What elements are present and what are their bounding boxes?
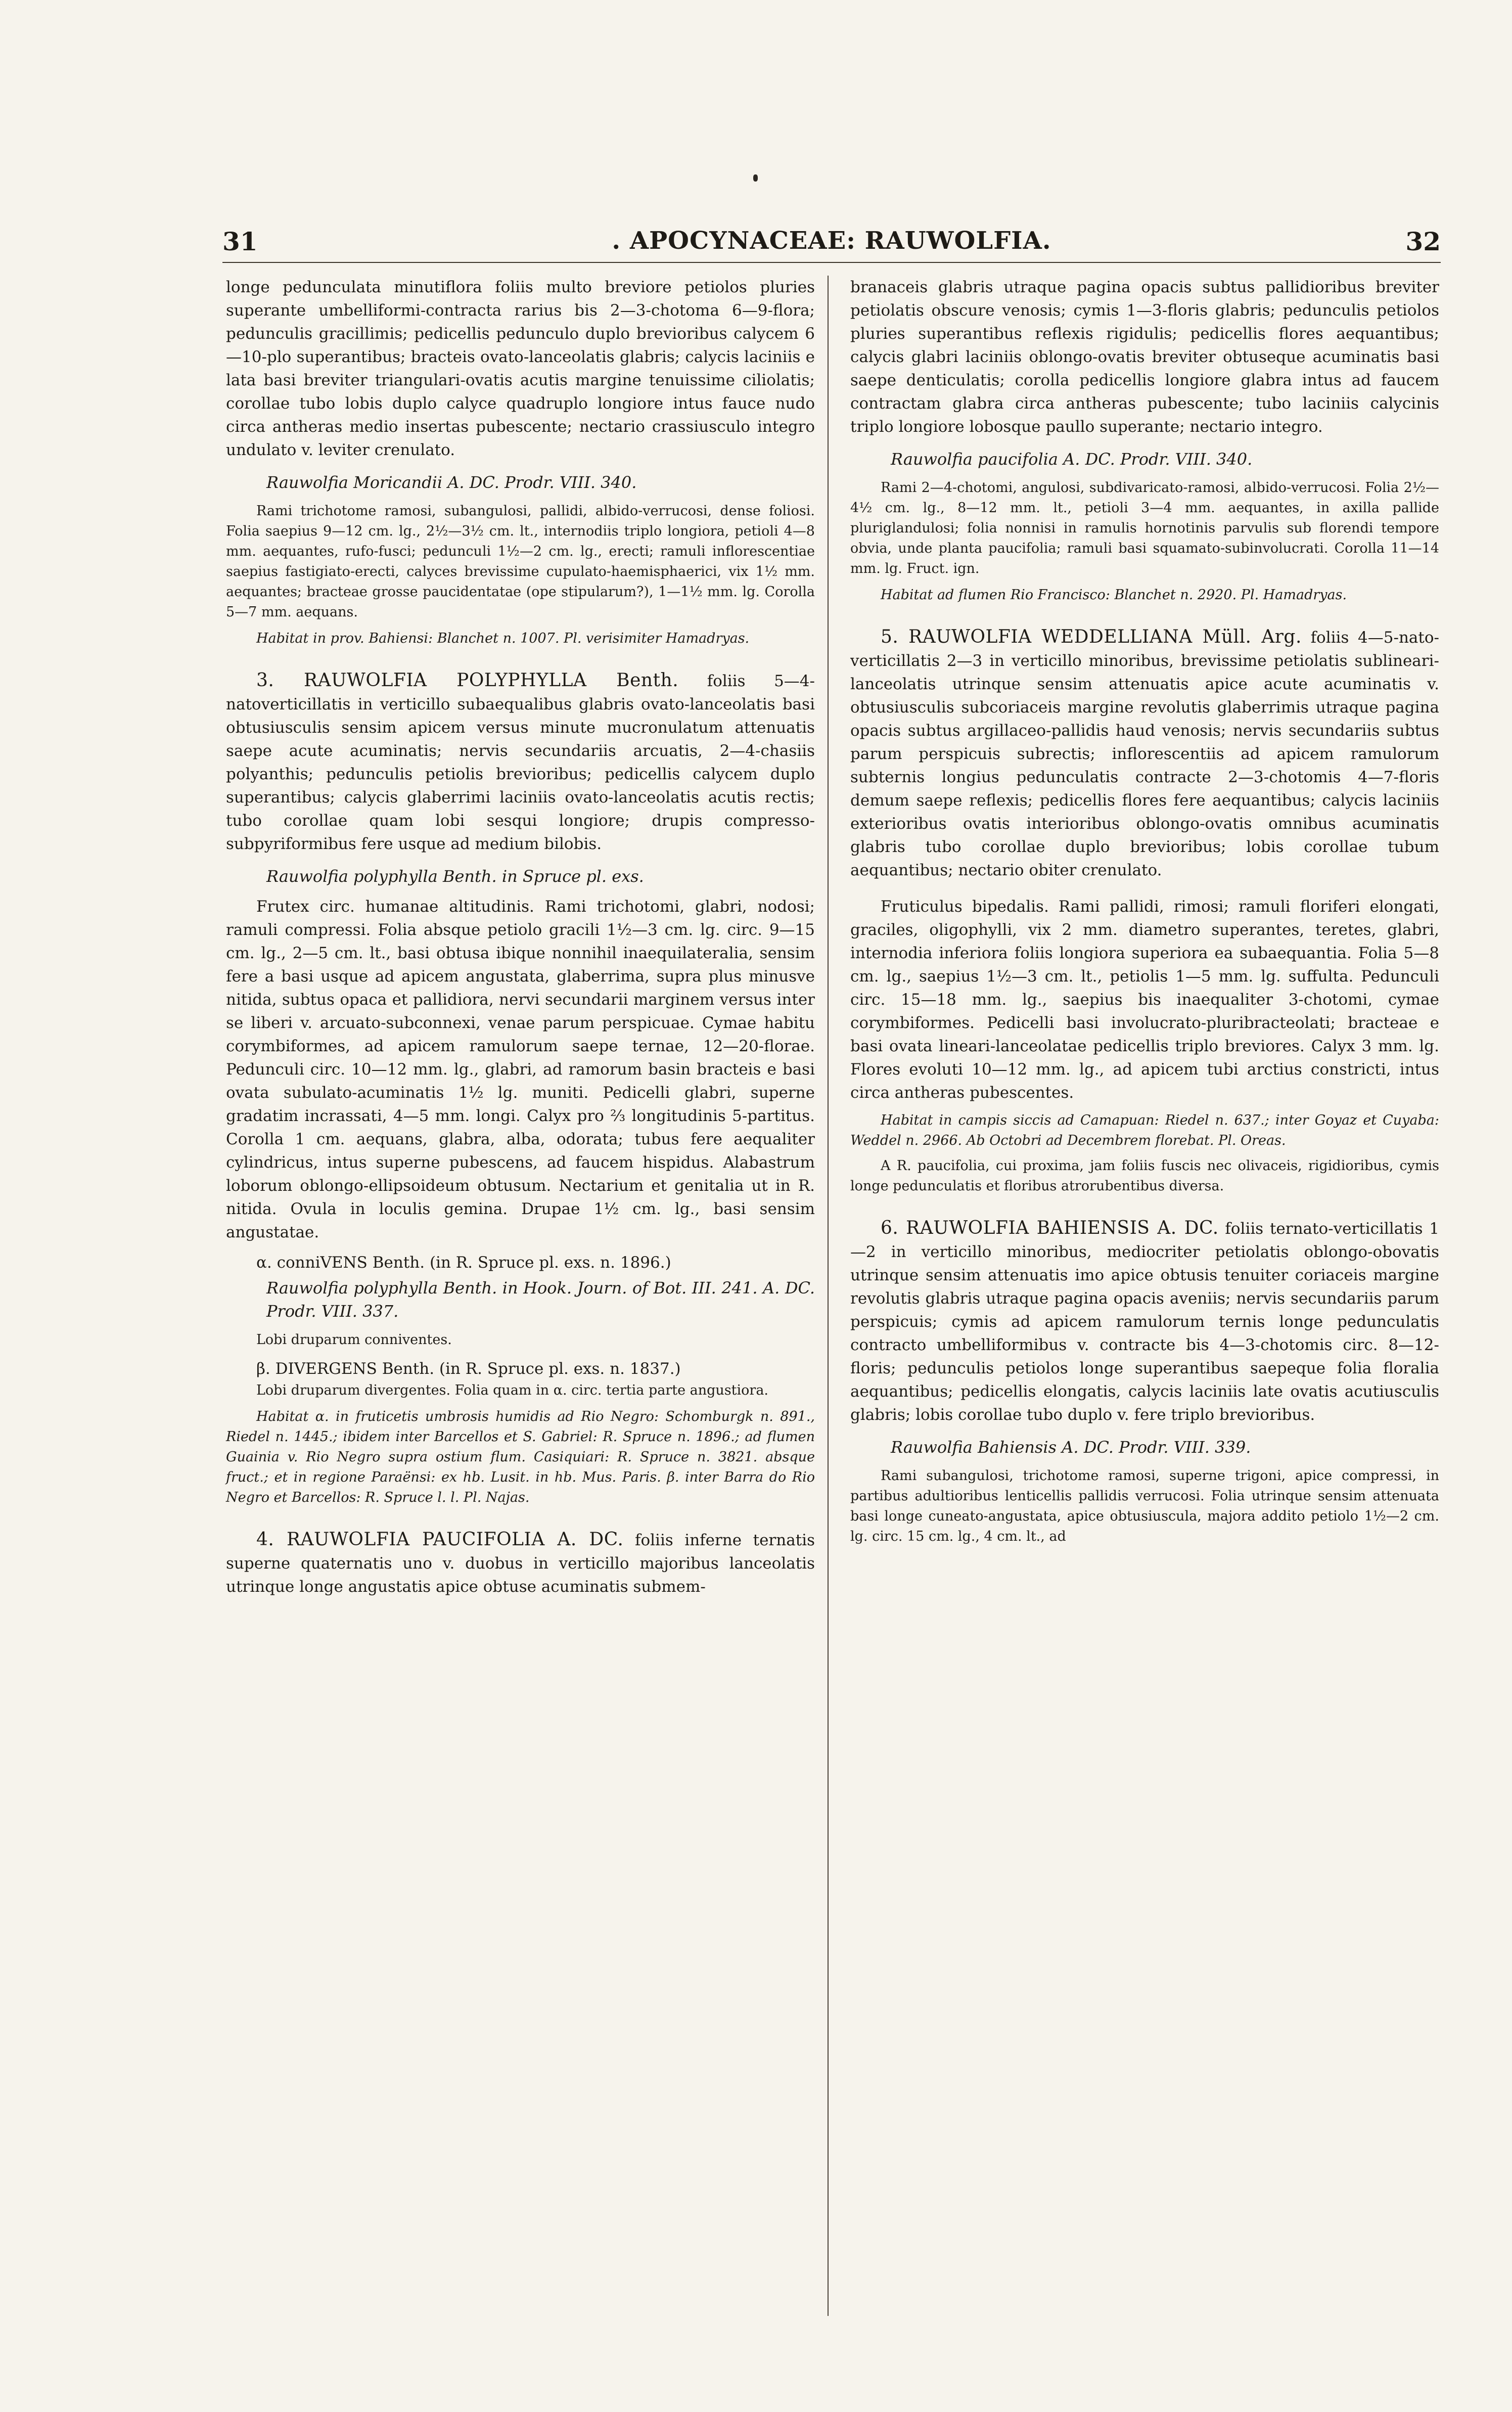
habitat-paucifolia: Habitat ad flumen Rio Francisco: Blanchet n. 2920. Pl. Hamadryas.: [881, 587, 1347, 603]
habitat-polyphylla: Habitat α. in fruticetis umbrosis humidis ad Rio Negro: Schomburgk n. 891., Riedel n. 1445.; ibidem inter Barcellos et S. Gabriel: R. Spruce n. 1896.; ad flumen Guainia v. Rio Negro supra ostium flum. Casiquiari: R. Spruce n. 3821. absque fruct.; et in regione Paraënsi: ex hb. Lusit. in hb. Mus. Paris. β. inter Barra do Rio Negro et Barcellos: R. Spruce l. l. Pl. Najas.: [226, 1409, 815, 1505]
variety-beta: β. DIVERGENS Benth. (in R. Spruce pl. exs. n. 1837.): [256, 1360, 681, 1378]
variety-alpha: α. conniVENS Benth. (in R. Spruce pl. exs. n. 1896.): [256, 1254, 671, 1272]
description-polyphylla: Frutex circ. humanae altitudinis. Rami trichotomi, glabri, nodosi; ramuli compressi. Folia absque petiolo gracili 1½—3 cm. lg. circ. 9—15 cm. lg., 2—5 cm. lt., basi obtusa ibique nonnihil inaequilateralia, sensim fere a basi usque ad apicem angustata, glaberrima, supra plus minusve nitida, subtus opaca et pallidiora, nervi secundarii marginem versus inter se liberi v. arcuato-subconnexi, venae parum perspicuae. Cymae habitu corymbiformes, ad apicem ramulorum saepe ternae, 12—20-florae. Pedunculi circ. 10—12 mm. lg., glabri, ad ramorum basin bracteis e basi ovata subulato-acuminatis 1½ lg. muniti. Pedicelli glabri, superne gradatim incrassati, 4—5 mm. longi. Calyx pro ⅔ longitudinis 5-partitus. Corolla 1 cm. aequans, glabra, alba, odorata; tubus fere aequaliter cylindricus, intus superne pubescens, ad faucem hispidus. Alabastrum loborum oblongo-ellipsoideum obtusum. Nectarium et genitalia ut in R. nitida. Ovula in loculis gemina. Drupae 1½ cm. lg., basi sensim angustatae.: [226, 898, 815, 1241]
habitat-weddelliana: Habitat in campis siccis ad Camapuan: Riedel n. 637.; inter Goyaz et Cuyaba: Weddel n. 2966. Ab Octobri ad Decembrem florebat. Pl. Oreas.: [850, 1112, 1439, 1148]
species-3: [226, 669, 815, 856]
running-title: . APOCYNACEAE: RAUWOLFIA.: [612, 227, 1051, 255]
synonym-moricandii: Rauwolfia Moricandii A. DC. Prodr. VIII. 340.: [266, 473, 637, 492]
species-4-heading: 4. RAUWOLFIA PAUCIFOLIA A. DC.: [256, 1529, 624, 1550]
page-header: [222, 227, 1441, 263]
habitat-moricandii: Habitat in prov. Bahiensi: Blanchet n. 1007. Pl. verisimiter Hamadryas.: [256, 631, 750, 646]
description-weddelliana: Fruticulus bipedalis. Rami pallidi, rimosi; ramuli floriferi elongati, graciles, oligophylli, vix 2 mm. diametro superantes, teretes, glabri, internodia inferiora foliis longiora superiora ea subaequantia. Folia 5—8 cm. lg., saepius 1½—3 cm. lt., petiolis 1—5 mm. lg. suffulta. Pedunculi circ. 15—18 mm. lg., saepius bis inaequaliter 3-chotomi, cymae corymbiformes. Pedicelli basi involucrato-pluribracteolati; bracteae e basi ovata lineari-lanceolatae pedicellis triplo breviores. Calyx 3 mm. lg. Flores evoluti 10—12 mm. lg., ad apicem tubi arctius constricti, intus circa antheras pubescentes.: [850, 898, 1439, 1102]
description-bahiensis: Rami subangulosi, trichotome ramosi, superne trigoni, apice compressi, in partibus adultioribus lenticellis pallidis verrucosi. Folia utrinque sensim attenuata basi longe cuneato-angustata, apice obtusiuscula, majora addito petiolo 1½—2 cm. lg. circ. 15 cm. lg., 4 cm. lt., ad: [850, 1468, 1439, 1544]
right-column: [850, 276, 1439, 1547]
synonym-polyphylla: Rauwolfia polyphylla Benth. in Spruce pl. exs.: [266, 867, 644, 886]
synonym-bahiensis: Rauwolfia Bahiensis A. DC. Prodr. VIII. 339.: [891, 1438, 1251, 1457]
page-number-right: 32: [1405, 227, 1441, 256]
species-6: [850, 1217, 1439, 1426]
species-5-heading: 5. RAUWOLFIA WEDDELLIANA Müll. Arg.: [881, 627, 1302, 647]
species-6-heading: 6. RAUWOLFIA BAHIENSIS A. DC.: [881, 1218, 1219, 1238]
species-4-diagnosis: foliis inferne ternatis superne quaternatis uno v. duobus in verticillo majoribus lanceolatis utrinque longe angustatis apice obtuse acuminatis submem-: [226, 1531, 815, 1596]
species-5: [850, 626, 1439, 882]
species-6-diagnosis: foliis ternato-verticillatis 1—2 in verticillo minoribus, mediocriter petiolatis oblongo-obovatis utrinque sensim attenuatis imo apice obtusis tenuiter coriaceis margine revolutis glabris utraque pagina opacis aveniis; nervis secundariis parum perspicuis; cymis ad apicem ramulorum ternis longe pedunculatis contracto umbelliformibus v. contracte bis 4—3-chotomis circ. 8—12-floris; pedunculis petiolos longe superantibus saepeque folia floralia aequantibus; pedicellis elongatis, calycis laciniis late ovatis acutiusculis glabris; lobis corollae tubo duplo v. fere triplo brevioribus.: [850, 1220, 1439, 1424]
page-number-left: 31: [222, 227, 258, 256]
description-moricandii: Rami trichotome ramosi, subangulosi, pallidi, albido-verrucosi, dense foliosi. Folia saepius 9—12 cm. lg., 2½—3½ cm. lt., internodiis triplo longiora, petioli 4—8 mm. aequantes, rufo-fusci; pedunculi 1½—2 cm. lg., erecti; ramuli inflorescentiae saepius fastigiato-erecti, calyces brevissime cupulato-haemisphaerici, vix 1½ mm. aequantes; bracteae grosse paucidentatae (ope stipularum?), 1—1½ mm. lg. Corolla 5—7 mm. aequans.: [226, 503, 815, 620]
variety-beta-description: Lobi druparum divergentes. Folia quam in α. circ. tertia parte angustiora.: [256, 1382, 769, 1398]
description-paucifolia: Rami 2—4-chotomi, angulosi, subdivaricato-ramosi, albido-verrucosi. Folia 2½—4½ cm. lg., 8—12 mm. lt., petioli 3—4 mm. aequantes, in axilla pallide pluriglandulosi; folia nonnisi in ramulis hornotinis parvulis sub florendi tempore obvia, unde planta paucifolia; ramuli basi squamato-subinvolucrati. Corolla 11—14 mm. lg. Fruct. ign.: [850, 480, 1439, 576]
synonym-paucifolia: Rauwolfia paucifolia A. DC. Prodr. VIII. 340.: [891, 450, 1253, 469]
variety-alpha-description: Lobi druparum conniventes.: [256, 1332, 452, 1348]
intro-paragraph: longe pedunculata minutiflora foliis multo breviore petiolos pluries superante umbelliformi-contracta rarius bis 2—3-chotoma 6—9-flora; pedunculis gracillimis; pedicellis pedunculo duplo brevioribus calycem 6—10-plo superantibus; bracteis ovato-lanceolatis glabris; calycis laciniis e lata basi breviter triangulari-ovatis acutis margine tenuissime ciliolatis; corollae tubo lobis duplo calyce quadruplo longiore intus fauce nudo circa antheras medio insertas pubescente; nectario crassiusculo integro undulato v. leviter crenulato.: [226, 278, 815, 459]
ink-speck: [753, 174, 758, 182]
spacer: [850, 882, 1439, 895]
species-5-diagnosis: foliis 4—5-nato-verticillatis 2—3 in verticillo minoribus, brevissime petiolatis sublineari-lanceolatis utrinque sensim attenuatis apice acute acuminatis v. obtusiusculis subcoriaceis margine revolutis glaberrimis utraque pagina opacis subtus argillaceo-pallidis haud venosis; nervis secundariis subtus parum perspicuis subrectis; inflorescentiis ad apicem ramulorum subternis longius pedunculatis contracte 2—3-chotomis 4—7-floris demum saepe reflexis; pedicellis flores fere aequantibus; calycis laciniis exterioribus ovatis interioribus oblongo-ovatis omnibus acuminatis glabris tubo corollae duplo brevioribus; lobis corollae tubum aequantibus; nectario obiter crenulato.: [850, 629, 1439, 879]
note-weddelliana: A R. paucifolia, cui proxima, jam foliis fuscis nec olivaceis, rigidioribus, cymis longe pedunculatis et floribus atrorubentibus diversa.: [850, 1158, 1439, 1194]
species-4-continued: branaceis glabris utraque pagina opacis subtus pallidioribus breviter petiolatis obscure venosis; cymis 1—3-floris glabris; pedunculis petiolos pluries superantibus reflexis rigidulis; pedicellis flores aequantibus; calycis glabri laciniis oblongo-ovatis breviter obtuseque acuminatis basi saepe denticulatis; corolla pedicellis longiore glabra intus ad faucem contractam glabra circa antheras pubescente; tubo laciniis calycinis triplo longiore lobosque paullo superante; nectario integro.: [850, 278, 1439, 436]
variety-alpha-synonym: Rauwolfia polyphylla Benth. in Hook. Journ. of Bot. III. 241. A. DC. Prodr. VIII. 337.: [266, 1278, 815, 1321]
left-column: [226, 276, 815, 1598]
species-3-diagnosis: foliis 5—4-natoverticillatis in verticillo subaequalibus glabris ovato-lanceolatis basi obtusiusculis sensim apicem versus minute mucronulatum attenuatis saepe acute acuminatis; nervis secundariis arcuatis, 2—4-chasiis polyanthis; pedunculis petiolis brevioribus; pedicellis calycem duplo superantibus; calycis glaberrimi laciniis ovato-lanceolatis acutis rectis; tubo corollae quam lobi sesqui longiore; drupis compresso-subpyriformibus fere usque ad medium bilobis.: [226, 672, 815, 853]
column-divider: [828, 276, 829, 2316]
species-3-heading: 3. RAUWOLFIA POLYPHYLLA Benth.: [256, 670, 679, 691]
species-4: [226, 1528, 815, 1598]
